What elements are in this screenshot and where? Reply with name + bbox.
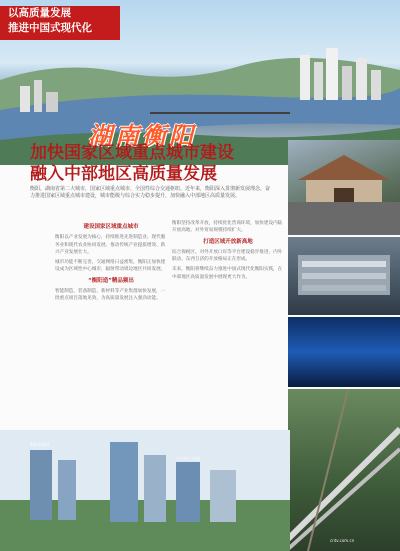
paragraph: 未来，衡阳将继续奋力推进中国式现代化衡阳实践，在中部地区高质量发展中展现更大作为。 (172, 267, 283, 280)
headline-line2: 融入中部地区高质量发展 (30, 164, 217, 184)
section-heading: 建设国家区域重点城市 (83, 224, 139, 230)
city-title: 湖南衡阳 (88, 121, 196, 150)
factory-interior-photo (288, 237, 400, 315)
watermark: cntv.com.cn (330, 538, 355, 543)
banner-line2: 推进中国式现代化 (8, 22, 92, 34)
paragraph: 衡阳以产业发展为核心，持续推进先进制造业、现代服务业和现代农业协同发展，推动传统产业提质增效、新兴产业发展壮大。 (55, 235, 166, 255)
banner-tag (0, 6, 120, 40)
photo-caption: 白沙洲工业园 (176, 456, 200, 461)
industrial-park-photo (0, 430, 400, 551)
lead-paragraph: 衡阳，湖南省第二大城市，国家区域重点城市，全国性综合交通枢纽。近年来，衡阳深入贯彻新发展理念，奋力推进国家区域重点城市建设，城市能级与综合实力稳步提升，加快融入中部地区高质量发展。 (30, 186, 271, 199)
paragraph: 衡阳坚持改革开放，持续优化营商环境，加快建设内陆开放高地，对外贸易规模持续扩大。 (172, 221, 283, 234)
banner-line1: 以高质量发展 (8, 7, 71, 19)
paragraph: 智能制造、装备制造、新材料等产业集群加快发展，一批重点项目落地见效，为高质量发展注入强劲动能。 (55, 289, 166, 302)
section-heading: 打造区域开放新高地 (203, 238, 253, 245)
paragraph: 综合保税区、对外开放口岸等平台建设稳步推进，内外联动、东西互济的开放格局正在形成。 (172, 249, 283, 263)
photo-caption: 衡阳高新区 (30, 442, 50, 447)
article-column-2 (172, 220, 284, 284)
article-column-1 (55, 220, 167, 306)
headline-line1: 加快国家区域重点城市建设 (30, 143, 234, 163)
historic-street-photo (288, 140, 400, 235)
paragraph: 城市功能不断完善，交通网络日益密集，衡阳正加快建设成为区域性中心城市，辐射带动周边地区共同发展。 (55, 260, 166, 273)
production-line-photo (288, 317, 400, 387)
section-heading: “衡阳造”精品频出 (88, 277, 134, 284)
